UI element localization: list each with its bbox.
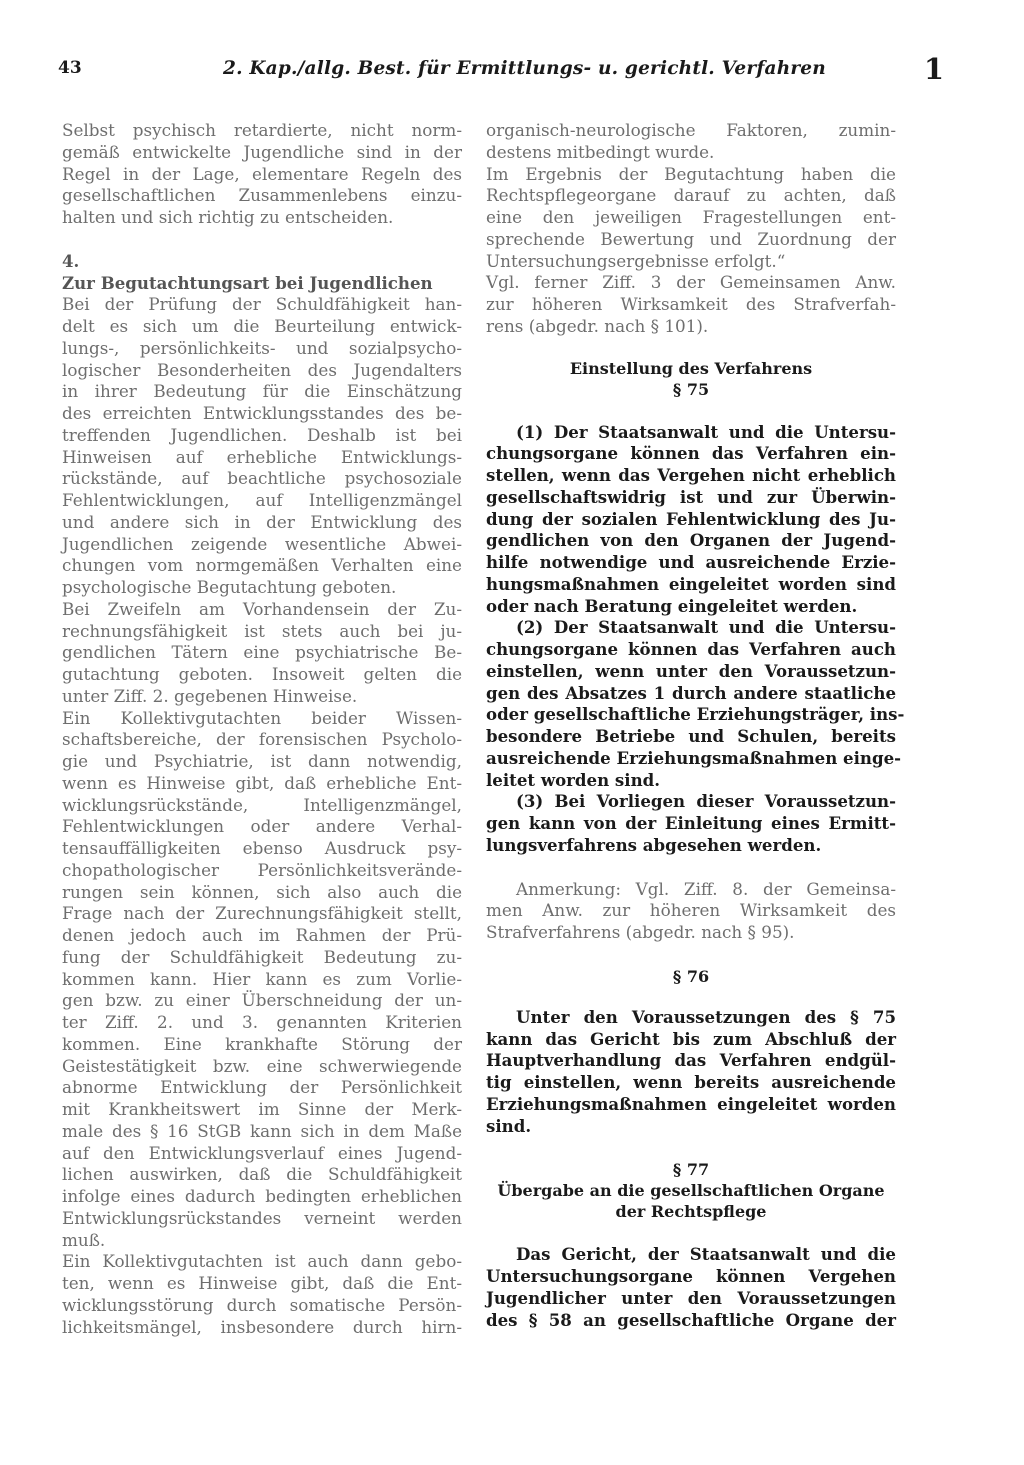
text-line: chungsorgane können das Verfahren ein- [486, 443, 896, 464]
begutachtung-paragraph [486, 164, 896, 273]
text-line: Untersuchungsorgane können Vergehen [486, 1266, 896, 1286]
left-column [62, 120, 462, 1338]
text-line: Bei der Prüfung der Schuldfähigkeit han- [62, 294, 462, 315]
text-line: zur höheren Wirksamkeit des Strafverfah- [486, 294, 896, 314]
text-line: fung der Schuldfähigkeit Bedeutung zu- [62, 946, 462, 967]
text-line: chungsorgane können das Verfahren auch [486, 639, 896, 659]
text-line: besondere Betriebe und Schulen, bereits [486, 726, 896, 746]
text-line: gen des Absatzes 1 durch andere staatliche [486, 682, 896, 703]
running-header [58, 52, 964, 92]
paragraph-kollektivgutachten-2 [62, 1251, 462, 1338]
text-line: organisch-neurologische Faktoren, zumin- [486, 120, 896, 140]
section-76-number: § 76 [672, 966, 710, 986]
text-line: Hinweisen auf erhebliche Entwicklungs- [62, 446, 462, 467]
text-line: Jugendlichen zeigende wesentliche Abwei- [62, 533, 462, 554]
continued-paragraph [486, 120, 896, 164]
text-line: (1) Der Staatsanwalt und die Untersu- [516, 421, 896, 442]
text-line: gendlichen Tätern eine psychiatrische Be- [62, 642, 462, 663]
text-line: gen bzw. zu einer Überschneidung der un- [62, 990, 462, 1011]
text-line: psychologische Begutachtung geboten. [62, 577, 397, 597]
text-line: ausreichende Erziehungsmaßnahmen einge- [486, 747, 902, 768]
text-line: rechnungsfähigkeit ist stets auch bei ju- [62, 620, 462, 641]
section-77-title-line-1: Übergabe an die gesellschaftlichen Organe [497, 1181, 885, 1201]
text-line: Untersuchungsergebnisse erfolgt.“ [486, 250, 786, 271]
running-title: 2. Kap./allg. Best. für Ermittlungs- u. gerichtl. Verfahren [223, 58, 826, 79]
text-line: und andere sich in der Entwicklung des [62, 511, 462, 532]
text-line: Regel in der Lage, elementare Regeln des [62, 163, 462, 184]
text-line: delt es sich um die Beurteilung entwick- [62, 316, 462, 336]
section-75-paragraph-1 [486, 422, 896, 618]
text-line: wicklungsrückstände, Intelligenzmängel, [62, 794, 462, 815]
text-line: Entwicklungsrückstandes verneint werden [62, 1207, 462, 1228]
text-line: rungen sein können, sich also auch die [62, 881, 462, 902]
reference-paragraph [486, 272, 896, 337]
text-line: in ihrer Bedeutung für die Einschätzung [62, 381, 462, 402]
text-line: Fehlentwicklungen oder andere Verhal- [62, 816, 462, 837]
section-title: Zur Begutachtungsart bei Jugendlichen [62, 272, 433, 293]
text-line: gesellschaftlichen Zusammenlebens einzu- [62, 185, 462, 206]
text-line: ter Ziff. 2. und 3. genannten Kriterien [62, 1012, 462, 1032]
paragraph-kollektivgutachten [62, 708, 462, 1252]
text-line: (2) Der Staatsanwalt und die Untersu- [516, 617, 896, 638]
text-line: Bei Zweifeln am Vorhandensein der Zu- [62, 598, 462, 619]
text-line: einstellen, wenn unter den Voraussetzun- [486, 660, 896, 681]
text-line: Jugendlicher unter den Voraussetzungen [486, 1287, 896, 1308]
text-line: lichen auswirken, daß die Schuldfähigkeit [62, 1164, 462, 1185]
text-line: lungs-, persönlichkeits- und sozialpsycho- [62, 337, 462, 358]
section-77-title-line-2: der Rechtspflege [615, 1202, 767, 1222]
text-line: wicklungsstörung durch somatische Persön- [62, 1294, 462, 1315]
text-line: Hauptverhandlung das Verfahren endgül- [486, 1050, 896, 1071]
text-line: des erreichten Entwicklungsstandes des be- [62, 403, 462, 423]
text-line: Frage nach der Zurechnungsfähigkeit stellt, [62, 903, 462, 924]
section-75-paragraph-2 [486, 617, 905, 791]
text-line: Geistestätigkeit bzw. eine schwerwiegende [62, 1055, 462, 1076]
text-line: hungsmaßnahmen eingeleitet worden sind [486, 573, 896, 594]
right-column [486, 120, 905, 1331]
text-line: Vgl. ferner Ziff. 3 der Gemeinsamen Anw. [486, 272, 896, 293]
text-line: Anmerkung: Vgl. Ziff. 8. der Gemeinsa- [516, 878, 896, 899]
paragraph-zurechnungsfaehigkeit [62, 599, 462, 708]
section-75-paragraph-3 [486, 791, 896, 856]
note-paragraph [486, 879, 896, 944]
text-line: tig einstellen, wenn bereits ausreichende [486, 1072, 896, 1092]
text-line: unter Ziff. 2. gegebenen Hinweise. [62, 685, 358, 706]
text-line: gesellschaftswidrig ist und zur Überwin- [486, 486, 896, 507]
text-line: gie und Psychiatrie, ist dann notwendig, [62, 751, 462, 771]
text-line: sind. [486, 1115, 532, 1136]
text-line: Im Ergebnis der Begutachtung haben die [486, 163, 896, 184]
text-line: sprechende Bewertung und Zuordnung der [486, 228, 896, 249]
text-line: gendlichen von den Organen der Jugend- [486, 530, 896, 551]
text-line: Ein Kollektivgutachten ist auch dann gebo- [62, 1251, 462, 1272]
text-line: treffenden Jugendlichen. Deshalb ist bei [62, 424, 462, 445]
text-line: halten und sich richtig zu entscheiden. [62, 207, 394, 227]
text-line: Selbst psychisch retardierte, nicht norm- [62, 120, 462, 140]
text-line: ten, wenn es Hinweise gibt, daß die Ent- [62, 1273, 462, 1293]
section-77-paragraph [486, 1244, 896, 1331]
text-line: stellen, wenn das Vergehen nicht erheblich [486, 465, 896, 485]
text-line: hilfe notwendige und ausreichende Erzie- [486, 552, 896, 572]
text-line: rens (abgedr. nach § 101). [486, 315, 709, 336]
text-line: kommen. Eine krankhafte Störung der [62, 1033, 462, 1054]
paragraph-schuldfaehigkeit [62, 294, 462, 599]
text-line: destens mitbedingt wurde. [486, 141, 715, 162]
section-75-title: Einstellung des Verfahrens [569, 358, 813, 378]
text-line: abnorme Entwicklung der Persönlichkeit [62, 1077, 462, 1098]
text-line: oder gesellschaftliche Erziehungsträger, ins- [486, 704, 905, 725]
text-line: Das Gericht, der Staatsanwalt und die [516, 1244, 896, 1265]
text-line: Fehlentwicklungen, auf Intelligenzmängel [62, 490, 462, 510]
text-line: chungen vom normgemäßen Verhalten eine [62, 555, 462, 576]
text-line: Rechtspflegeorgane darauf zu achten, daß [486, 185, 896, 206]
page-number: 43 [58, 58, 82, 78]
text-line: auf den Entwicklungsverlauf eines Jugend- [62, 1142, 462, 1163]
text-line: chopathologischer Persönlichkeitsverände- [62, 859, 462, 880]
text-line: oder nach Beratung eingeleitet werden. [486, 595, 858, 616]
text-line: logischer Besonderheiten des Jugendalters [62, 359, 462, 380]
text-line: muß. [62, 1229, 106, 1250]
text-line: infolge eines dadurch bedingten erheblichen [62, 1186, 462, 1206]
section-number: 4. [62, 250, 80, 271]
section-76-paragraph [486, 1007, 896, 1138]
text-line: gutachtung geboten. Insoweit gelten die [62, 664, 462, 684]
chapter-number: 1 [923, 52, 944, 86]
text-line: kann das Gericht bis zum Abschluß der [486, 1028, 896, 1049]
section-75-number: § 75 [672, 379, 710, 399]
text-line: mit Krankheitswert im Sinne der Merk- [62, 1099, 462, 1119]
text-line: male des § 16 StGB kann sich in dem Maße [62, 1120, 462, 1141]
text-line: lungsverfahrens abgesehen werden. [486, 834, 822, 855]
text-line: Strafverfahrens (abgedr. nach § 95). [486, 922, 795, 942]
text-line: gemäß entwickelte Jugendliche sind in der [62, 141, 462, 162]
text-line: dung der sozialen Fehlentwicklung des Ju- [486, 508, 896, 529]
text-line: leitet worden sind. [486, 769, 661, 790]
text-line: eine den jeweiligen Fragestellungen ent- [486, 207, 896, 227]
text-line: (3) Bei Vorliegen dieser Voraussetzun- [516, 791, 896, 812]
text-line: lichkeitsmängel, insbesondere durch hirn- [62, 1316, 462, 1337]
text-line: gen kann von der Einleitung eines Ermitt- [486, 813, 896, 833]
text-line: schaftsbereiche, der forensischen Psycholo- [62, 729, 462, 750]
text-line: Erziehungsmaßnahmen eingeleitet worden [486, 1093, 896, 1114]
text-line: des § 58 an gesellschaftliche Organe der [486, 1309, 896, 1330]
text-line: men Anw. zur höheren Wirksamkeit des [486, 900, 896, 921]
text-line: denen jedoch auch im Rahmen der Prü- [62, 925, 462, 945]
text-line: wenn es Hinweise gibt, daß erhebliche Ent- [62, 772, 462, 793]
text-line: Unter den Voraussetzungen des § 75 [516, 1006, 896, 1027]
section-77-number: § 77 [672, 1160, 710, 1180]
intro-paragraph [62, 120, 462, 229]
text-line: rückstände, auf beachtliche psychosoziale [62, 468, 462, 489]
text-line: tensauffälligkeiten ebenso Ausdruck psy- [62, 838, 462, 858]
text-line: Ein Kollektivgutachten beider Wissen- [62, 707, 462, 728]
text-line: kommen kann. Hier kann es zum Vorlie- [62, 968, 462, 989]
